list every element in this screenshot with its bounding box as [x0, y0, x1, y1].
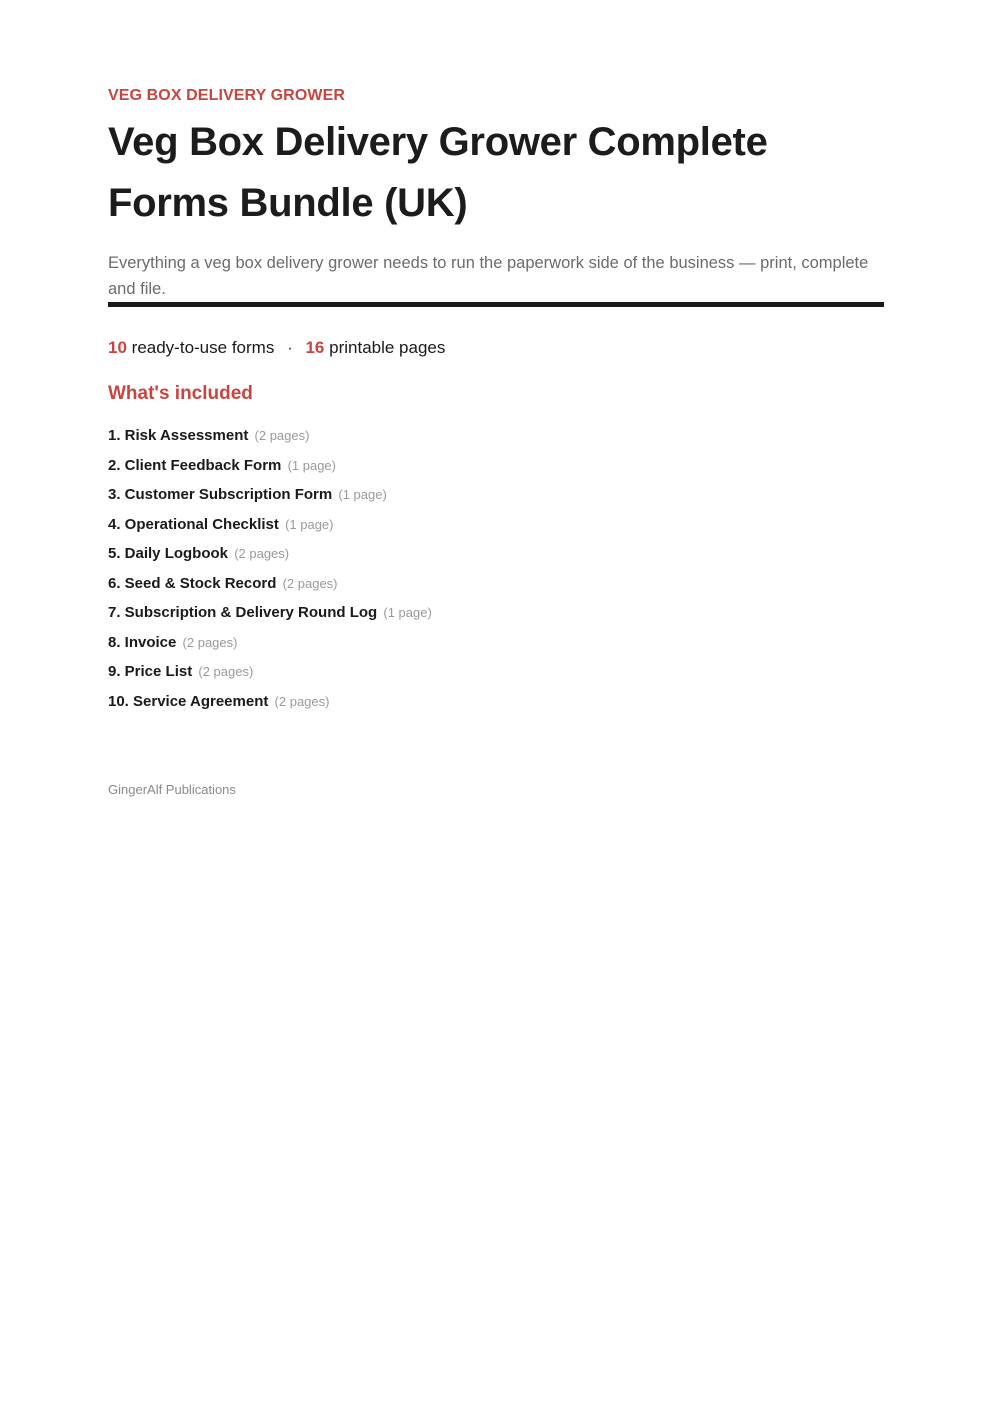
item-name: 5. Daily Logbook: [108, 545, 229, 562]
item-name: 1. Risk Assessment: [108, 427, 249, 444]
category-eyebrow: VEG BOX DELIVERY GROWER: [108, 87, 346, 104]
item-name: 4. Operational Checklist: [108, 515, 279, 533]
page-subtitle: Everything a veg box delivery grower needs to run the paperwork side of the business — print, complete and file.: [108, 254, 869, 298]
bundle-stats: [108, 337, 884, 359]
included-heading: What's included: [108, 383, 253, 404]
forms-label: ready-to-use forms: [131, 338, 275, 357]
item-pages: (1 page): [287, 457, 336, 473]
pages-count: 16: [305, 338, 325, 357]
list-item: [108, 628, 884, 658]
item-name: 10. Service Agreement: [108, 692, 269, 710]
list-item: [108, 569, 884, 599]
header-divider: [108, 302, 884, 307]
list-item: [108, 598, 884, 628]
included-list: [108, 421, 884, 716]
list-item: [108, 510, 884, 540]
item-pages: (2 pages): [234, 546, 290, 561]
item-name: 2. Client Feedback Form: [108, 456, 282, 474]
item-name: 8. Invoice: [108, 633, 177, 651]
pages-label: printable pages: [329, 338, 446, 357]
item-pages: (2 pages): [282, 575, 338, 591]
item-pages: (2 pages): [182, 634, 238, 650]
publisher-footer: GingerAlf Publications: [108, 782, 236, 797]
item-pages: (2 pages): [274, 693, 330, 709]
list-item: [108, 539, 884, 569]
list-item: [108, 451, 884, 481]
list-item: [108, 687, 884, 717]
list-item: [108, 657, 884, 687]
item-pages: (1 page): [285, 516, 334, 532]
stats-separator: ·: [287, 338, 293, 357]
item-name: 9. Price List: [108, 663, 193, 680]
list-item: [108, 480, 884, 510]
item-pages: (2 pages): [254, 428, 310, 443]
page-title: Veg Box Delivery Grower Complete Forms Bundle (UK): [108, 120, 768, 225]
item-pages: (2 pages): [198, 664, 254, 679]
item-pages: (1 page): [338, 487, 387, 502]
item-name: 6. Seed & Stock Record: [108, 574, 277, 592]
forms-count: 10: [108, 338, 127, 357]
list-item: [108, 421, 884, 451]
item-name: 3. Customer Subscription Form: [108, 486, 333, 503]
item-name: 7. Subscription & Delivery Round Log: [108, 604, 378, 621]
item-pages: (1 page): [383, 605, 432, 620]
